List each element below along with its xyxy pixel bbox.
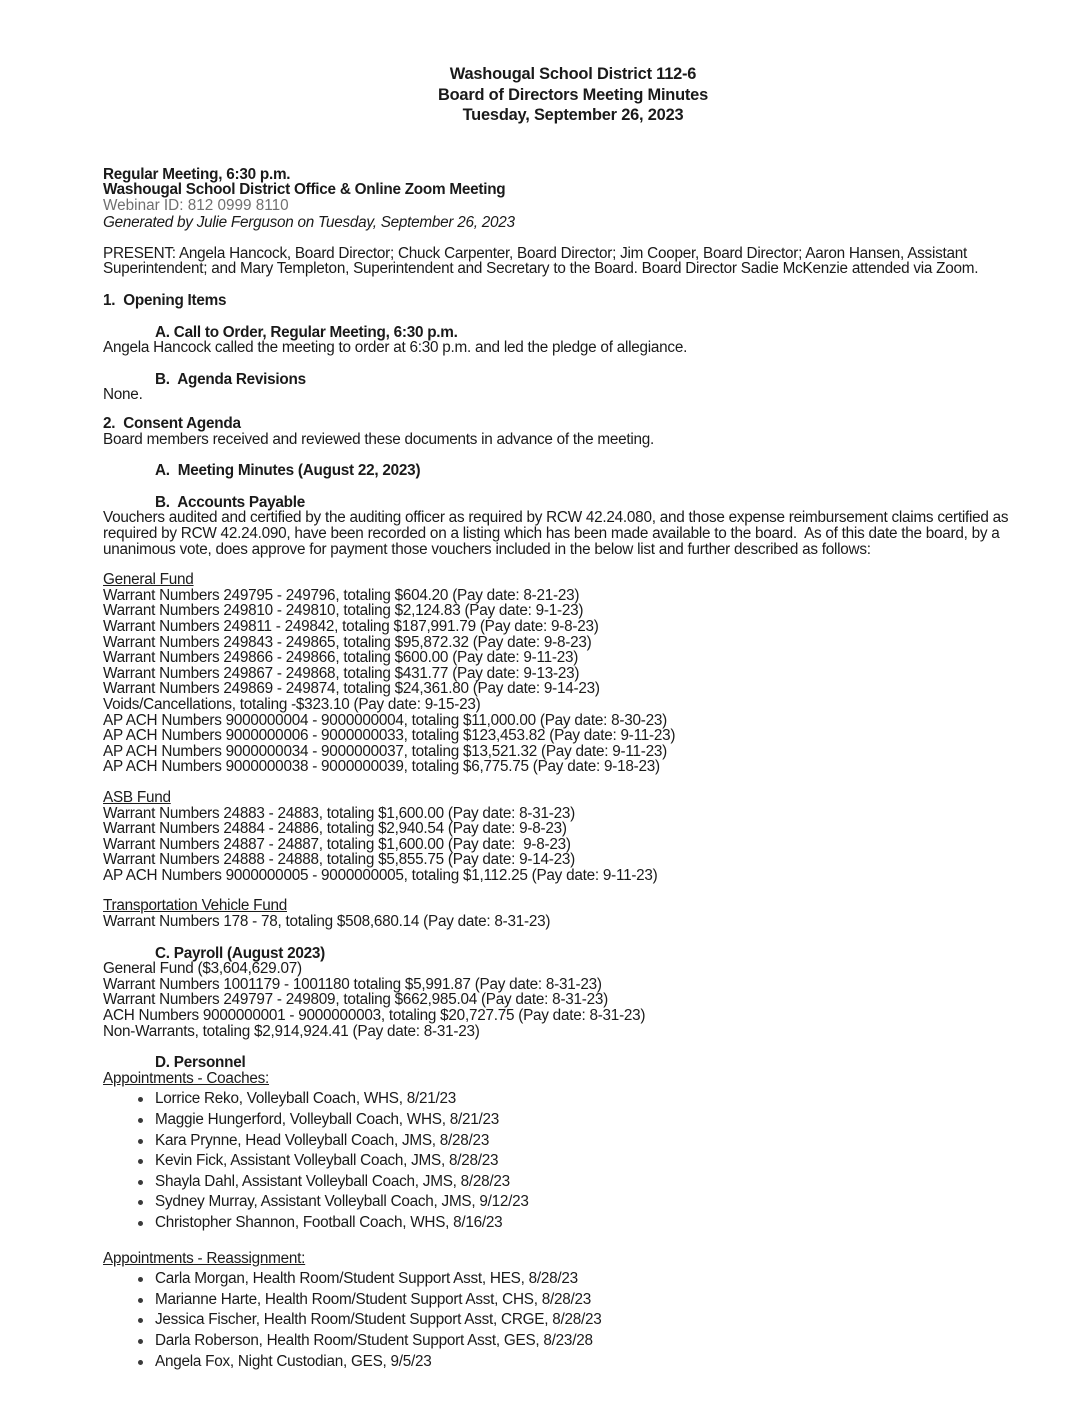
call-to-order-heading: A. Call to Order, Regular Meeting, 6:30 p.m. [155,323,458,341]
personnel-heading: D. Personnel [155,1054,246,1072]
general-fund-heading: General Fund [103,571,194,589]
document-title-block [103,64,1043,126]
reassignment-appointment-item: Darla Roberson, Health Room/Student Support Asst, GES, 8/23/28 [137,1333,1043,1349]
reassignment-appointment-item: Carla Morgan, Health Room/Student Support Asst, HES, 8/28/23 [137,1271,1043,1287]
warrant-line: Warrant Numbers 178 - 78, totaling $508,680.14 (Pay date: 8-31-23) [103,913,551,931]
payroll-line: Warrant Numbers 249797 - 249809, totaling $662,985.04 (Pay date: 8-31-23) [103,991,609,1009]
warrant-line: Warrant Numbers 249811 - 249842, totaling $187,991.79 (Pay date: 9-8-23) [103,617,599,635]
warrant-line: AP ACH Numbers 9000000005 - 9000000005, totaling $1,112.25 (Pay date: 9-11-23) [103,866,658,884]
asb-fund-heading: ASB Fund [103,788,171,806]
appointments-reassignment-heading: Appointments - Reassignment: [103,1249,306,1267]
warrant-line: AP ACH Numbers 9000000004 - 9000000004, totaling $11,000.00 (Pay date: 8-30-23) [103,711,667,729]
reassignment-appointment-item: Marianne Harte, Health Room/Student Support Asst, CHS, 8/28/23 [137,1292,1043,1308]
appointments-coaches-heading: Appointments - Coaches: [103,1069,270,1087]
payroll-line: Warrant Numbers 1001179 - 1001180 totaling $5,991.87 (Pay date: 8-31-23) [103,975,602,993]
warrant-line: Warrant Numbers 249843 - 249865, totaling $95,872.32 (Pay date: 9-8-23) [103,633,592,651]
warrant-line: AP ACH Numbers 9000000034 - 9000000037, totaling $13,521.32 (Pay date: 9-11-23) [103,742,667,760]
accounts-payable-body: Vouchers audited and certified by the auditing officer as required by RCW 42.24.080, and those expense reimbursement claims certified as required by RCW 42.24.090, have been recorded on a listing which has been made available to the board. As of this date the board, by a unanimous vote, does approve for payment those vouchers included in the below list and further described as follows: [103,509,1013,558]
payroll-lines [103,961,1043,1039]
present-paragraph: PRESENT: Angela Hancock, Board Director; Chuck Carpenter, Board Director; Jim Cooper, Board Director; Aaron Hansen, Assistant Superintendent; and Mary Templeton, Superintendent and Secretary to the Board. Board Director Sadie McKenzie attended via Zoom. [103,244,979,278]
warrant-line: Warrant Numbers 24887 - 24887, totaling $1,600.00 (Pay date: 9-8-23) [103,835,571,853]
meeting-info-block [103,167,1043,231]
general-fund-lines [103,588,1043,775]
coach-appointment-item: Shayla Dahl, Assistant Volleyball Coach, JMS, 8/28/23 [137,1174,1043,1190]
webinar-id: Webinar ID: 812 0999 8110 [103,196,289,214]
warrant-line: Warrant Numbers 249866 - 249866, totaling $600.00 (Pay date: 9-11-23) [103,649,579,667]
consent-agenda-intro: Board members received and reviewed these documents in advance of the meeting. [103,430,655,448]
call-to-order-body: Angela Hancock called the meeting to order at 6:30 p.m. and led the pledge of allegiance. [103,339,688,357]
coach-appointment-item: Kevin Fick, Assistant Volleyball Coach, JMS, 8/28/23 [137,1153,1043,1169]
warrant-line: Warrant Numbers 249869 - 249874, totaling $24,361.80 (Pay date: 9-14-23) [103,680,600,698]
warrant-line: AP ACH Numbers 9000000038 - 9000000039, totaling $6,775.75 (Pay date: 9-18-23) [103,758,660,776]
meeting-date-title: Tuesday, September 26, 2023 [462,106,684,124]
coach-appointment-item: Kara Prynne, Head Volleyball Coach, JMS, 8/28/23 [137,1133,1043,1149]
payroll-heading: C. Payroll (August 2023) [155,944,325,962]
warrant-line: Warrant Numbers 24888 - 24888, totaling $5,855.75 (Pay date: 9-14-23) [103,851,575,869]
warrant-line: Warrant Numbers 249795 - 249796, totaling $604.20 (Pay date: 8-21-23) [103,586,580,604]
reassignment-appointment-item: Jessica Fischer, Health Room/Student Support Asst, CRGE, 8/28/23 [137,1312,1043,1328]
payroll-line: ACH Numbers 9000000001 - 9000000003, totaling $20,727.75 (Pay date: 8-31-23) [103,1007,646,1025]
section-consent-agenda-heading: 2. Consent Agenda [103,415,241,433]
payroll-line: General Fund ($3,604,629.07) [103,960,302,978]
coach-appointment-item: Lorrice Reko, Volleyball Coach, WHS, 8/21/23 [137,1091,1043,1107]
meeting-minutes-heading: A. Meeting Minutes (August 22, 2023) [155,462,421,480]
warrant-line: Warrant Numbers 249810 - 249810, totaling $2,124.83 (Pay date: 9-1-23) [103,602,584,620]
asb-fund-lines [103,806,1043,884]
warrant-line: AP ACH Numbers 9000000006 - 9000000033, totaling $123,453.82 (Pay date: 9-11-23) [103,727,676,745]
transportation-vehicle-fund-heading: Transportation Vehicle Fund [103,897,288,915]
transportation-vehicle-fund-lines [103,914,1043,930]
warrant-line: Warrant Numbers 24883 - 24883, totaling $1,600.00 (Pay date: 8-31-23) [103,804,575,822]
coach-appointment-item: Maggie Hungerford, Volleyball Coach, WHS, 8/21/23 [137,1112,1043,1128]
reassignment-appointment-item: Angela Fox, Night Custodian, GES, 9/5/23 [137,1354,1043,1370]
generated-by: Generated by Julie Ferguson on Tuesday, September 26, 2023 [103,214,515,232]
coach-appointment-item: Christopher Shannon, Football Coach, WHS, 8/16/23 [137,1215,1043,1231]
district-title: Washougal School District 112-6 [449,65,697,83]
section-opening-items-heading: 1. Opening Items [103,292,227,310]
accounts-payable-heading: B. Accounts Payable [155,493,306,511]
meeting-type: Regular Meeting, 6:30 p.m. [103,165,291,183]
appointments-coaches-list [103,1091,1043,1230]
document-type-title: Board of Directors Meeting Minutes [437,85,709,104]
agenda-revisions-body: None. [103,386,143,404]
meeting-location: Washougal School District Office & Online Zoom Meeting [103,181,506,199]
warrant-line: Voids/Cancellations, totaling -$323.10 (Pay date: 9-15-23) [103,695,481,713]
warrant-line: Warrant Numbers 24884 - 24886, totaling $2,940.54 (Pay date: 9-8-23) [103,820,567,838]
coach-appointment-item: Sydney Murray, Assistant Volleyball Coach, JMS, 9/12/23 [137,1194,1043,1210]
warrant-line: Warrant Numbers 249867 - 249868, totaling $431.77 (Pay date: 9-13-23) [103,664,580,682]
agenda-revisions-heading: B. Agenda Revisions [155,370,306,388]
payroll-line: Non-Warrants, totaling $2,914,924.41 (Pay date: 8-31-23) [103,1022,480,1040]
appointments-reassignment-list [103,1271,1043,1369]
